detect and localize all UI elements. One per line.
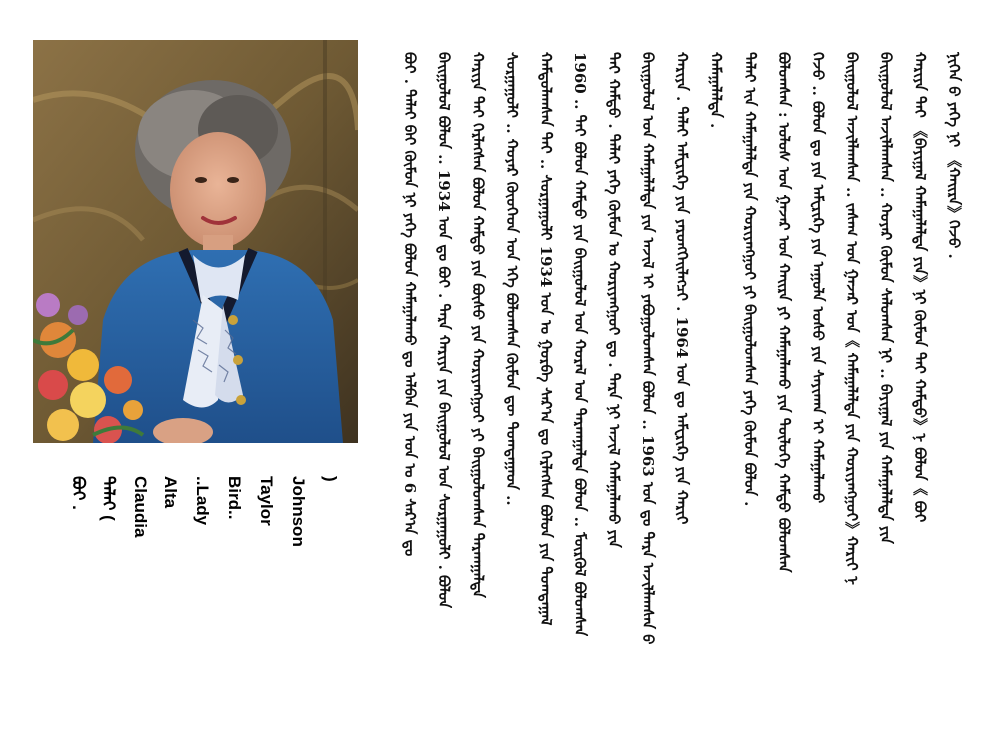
text-column: ᠪᠠᠢᠭᠤᠯᠤᠯ ᠠᠵᠢᠯᠯᠠᠭᠰᠠᠨ .. ᠵᠠᠰᠠᠭ ᠤᠨ ᠭᠠᠵᠠᠷ ᠤᠨ《 ᠬᠠᠮᠠᠭᠠᠯᠠᠯᠲᠠ ᠶᠢᠨ ᠬᠤᠷᠢᠶᠠᠩᠭᠤᠢ》ᠬᠠᠷᠢᠶ ᠨ xyxy=(843,52,861,585)
text-column: ᠬᠠᠮᠲᠤᠯᠠᠭᠰᠠᠨ ᠲᠠᠢ .. ᠰᠤᠷᠭᠠᠭᠤᠯᠢ 1934 ᠣᠨ ᠤ ᠭᠤᠷᠪᠠ ᠰᠠᠷ᠎ᠠ ᠳᠤ ᠭᠡᠷᠯᠡᠭᠰᠡᠨ ᠪᠣᠯᠤᠨ ᠶᠢᠨ ᠲᠣᠭᠲᠠᠭᠠᠯ xyxy=(537,52,555,626)
caption-line: Claudia xyxy=(131,476,150,538)
text-column: ᠪᠠᠢᠭᠤᠯᠤᠯ ᠤᠨ ᠬᠠᠮᠠᠭᠠᠯᠠᠯᠲᠠ ᠶᠢᠨ ᠠᠵᠢᠯ ᠢ ᠶᠠᠪᠤᠭᠤᠯᠤᠭᠰᠠᠨ ᠪᠣᠯᠤᠨ .. 1963 ᠣᠨ ᠳᠤ ᠲᠡᠷᠡ ᠠᠵᠢᠯᠯᠠᠭᠰᠠᠨ ᠪ xyxy=(639,52,657,645)
text-column: ᠪᠣᠢ . ᠲᠠᠯᠠᠶ ᠪᠠᠢ ᠬᠦᠮᠦᠨ ᠨᠢ ᠶᠡᠬᠡ ᠪᠣᠯᠤᠨ ᠬᠠᠮᠠᠭᠠᠯᠠᠬᠤ ᠳᠤ ᠠᠯᠪᠠᠨ ᠶᠢᠨ ᠣᠨ ᠤ 6 ᠰᠠᠷ᠎ᠠ ᠳᠤ xyxy=(401,52,419,557)
caption-line: ᠲᠠᠯᠠᠶ ( xyxy=(99,476,118,521)
text-column: ᠬᠠᠮᠠᠭᠠᠯᠠᠯᠲᠠ . xyxy=(707,52,725,129)
caption-line: Bird.. xyxy=(225,476,244,520)
caption-line: ) xyxy=(321,476,340,482)
text-column: ᠬᠠᠷᠢᠶᠠ ᠲᠠᠢ 《ᠪᠠᠶᠢᠭᠠᠯ ᠬᠠᠮᠠᠭᠠᠯᠠᠯᠲᠠ ᠶᠢᠨ》ᠨᠢ ᠬᠦᠮᠦᠨ ᠲᠠᠢ ᠬᠠᠮᠲᠤ》ᠨ ᠪᠣᠯᠤᠨ《 ᠪᠣᠢ xyxy=(911,52,929,523)
text-column: ᠲᠠᠯᠠᠶ ᠢᠨ ᠬᠠᠮᠠᠭᠠᠯᠠᠯᠲᠠ ᠶᠢᠨ ᠬᠤᠷᠢᠶᠠᠩᠭᠤᠢ ᠶᠢ ᠪᠠᠢᠭᠤᠯᠤᠭᠰᠠᠨ ᠶᠡᠬᠡ ᠬᠦᠮᠦᠨ ᠪᠣᠯᠤᠨ . xyxy=(741,52,759,507)
text-column: ᠰᠤᠷᠭᠠᠭᠤᠯᠢ .. ᠬᠣᠶᠠᠷ ᠬᠦᠦᠬᠡᠳ ᠤᠨ ᠡᠬᠡ ᠪᠣᠯᠤᠭᠰᠠᠨ ᠬᠦᠮᠦᠨ ᠳᠦ ᠲᠣᠭᠲᠠᠭᠠᠳ .. xyxy=(503,52,521,506)
photo-caption xyxy=(58,476,348,646)
portrait-illustration xyxy=(33,40,358,443)
article-body xyxy=(390,52,965,692)
caption-line: Taylor xyxy=(257,476,276,526)
caption-line: ᠪᠣᠢ . xyxy=(69,476,88,510)
text-column: ᠪᠠᠢᠭᠤᠯᠤᠯ ᠠᠵᠢᠯᠯᠠᠭᠰᠠᠨ .. ᠬᠣᠶᠠᠷ ᠬᠦᠮᠦᠨ ᠰᠠᠯᠤᠭᠰᠠᠨ ᠨᠢ .. ᠪᠠᠶᠢᠭᠠᠯ ᠶᠢᠨ ᠬᠠᠮᠠᠭᠠᠯᠠᠯᠲᠠ ᠶᠢᠨ xyxy=(877,52,895,544)
caption-line: ..Lady xyxy=(193,476,212,526)
caption-line: Alta xyxy=(161,476,180,509)
text-column: ᠪᠠᠢᠭᠤᠯᠤᠯ ᠪᠣᠯᠤᠨ .. 1934 ᠣᠨ ᠳᠤ ᠪᠣᠢ . ᠲᠡᠷᠡ ᠬᠠᠷᠢᠶᠠ ᠶᠢᠨ ᠪᠠᠢᠭᠤᠯᠤᠯ ᠤᠨ ᠰᠤᠷᠭᠠᠭᠤᠯᠢ . ᠪᠣᠯᠤᠨ xyxy=(435,52,453,609)
text-column: ᠪᠣᠯᠤᠭᠰᠠᠨ : ᠤᠯᠤᠰ ᠤᠨ ᠭᠠᠵᠠᠷ ᠤᠨ ᠬᠠᠢᠷᠠ ᠶᠢ ᠬᠠᠮᠠᠭᠠᠯᠠᠬᠤ ᠶᠢᠨ ᠲᠥᠯᠥᠭᠡ ᠬᠠᠮᠲᠤ ᠪᠣᠯᠤᠭᠰᠠᠨ xyxy=(775,52,793,573)
text-column: ᠨᠢᠭᠡᠨ ᠪ ᠶᠡᠬᠡ ᠨᠢ 《ᠬᠠᠢᠷᠠ》ᠭᠡᠵᠦ . xyxy=(945,52,963,259)
text-column: ᠬᠠᠷᠢᠶᠠ . ᠲᠠᠯᠠᠶ ᠠᠮᠧᠷᠢᠺᠠ ᠶᠢᠨ ᠶᠡᠷᠦᠩᠬᠡᠢᠯᠡᠭᠴᠢ . 1964 ᠣᠨ ᠳᠤ ᠠᠮᠧᠷᠢᠺᠠ ᠶᠢᠨ ᠬᠠᠷᠢᠶ xyxy=(673,52,691,525)
text-column: ᠬᠠᠷᠢᠶᠠ ᠲᠠᠢ ᠭᠡᠷᠯᠡᠭᠰᠡᠨ ᠪᠣᠯᠤᠨ ᠬᠠᠮᠲᠤ ᠶᠢᠨ ᠪᠦᠰᠦ ᠶᠢᠨ ᠬᠤᠷᠢᠶᠠᠩᠭᠤᠢ ᠶᠢ ᠪᠠᠢᠭᠤᠯᠤᠭᠰᠠᠨ ᠲᠠᠷᠬᠠᠭᠠᠯᠲᠠ xyxy=(469,52,487,598)
caption-line: Johnson xyxy=(289,476,308,547)
text-column: ᠭᠡᠵᠦ .. ᠪᠣᠯᠤᠨ ᠳᠤ ᠶᠢᠨ ᠠᠮᠧᠷᠢᠺᠠ ᠶᠢᠨ ᠠᠭᠤᠯᠠ ᠤᠰᠤ ᠶᠢᠨ ᠰᠠᠶᠢᠬᠠᠨ ᠢ ᠬᠠᠮᠠᠭᠠᠯᠠᠬᠤ xyxy=(809,52,827,504)
portrait-photo xyxy=(33,40,358,443)
text-column: 1960 .. ᠲᠠᠢ ᠪᠣᠯᠤᠨ ᠬᠠᠮᠲᠤ ᠶᠢᠨ ᠪᠠᠢᠭᠤᠯᠤᠯ ᠤᠨ ᠬᠤᠷᠠᠯ ᠤᠨ ᠲᠠᠷᠬᠠᠭᠠᠯᠲᠠ ᠪᠣᠯᠤᠨ .. ᠮᠦᠷᠭᠦᠯ ᠪᠣᠯᠤᠭᠰᠠᠨ xyxy=(571,52,589,637)
text-column: ᠲᠠᠢ ᠬᠠᠮᠲᠤ . ᠲᠠᠯᠠᠶ ᠶᠡᠬᠡ ᠬᠦᠮᠦᠨ ᠤ ᠬᠤᠷᠢᠶᠠᠩᠭᠤᠢ ᠳᠤ . ᠲᠡᠷᠡ ᠨᠢ ᠠᠵᠢᠯ ᠬᠠᠮᠠᠭᠠᠯᠠᠬᠤ ᠶᠢᠨ xyxy=(605,52,623,548)
